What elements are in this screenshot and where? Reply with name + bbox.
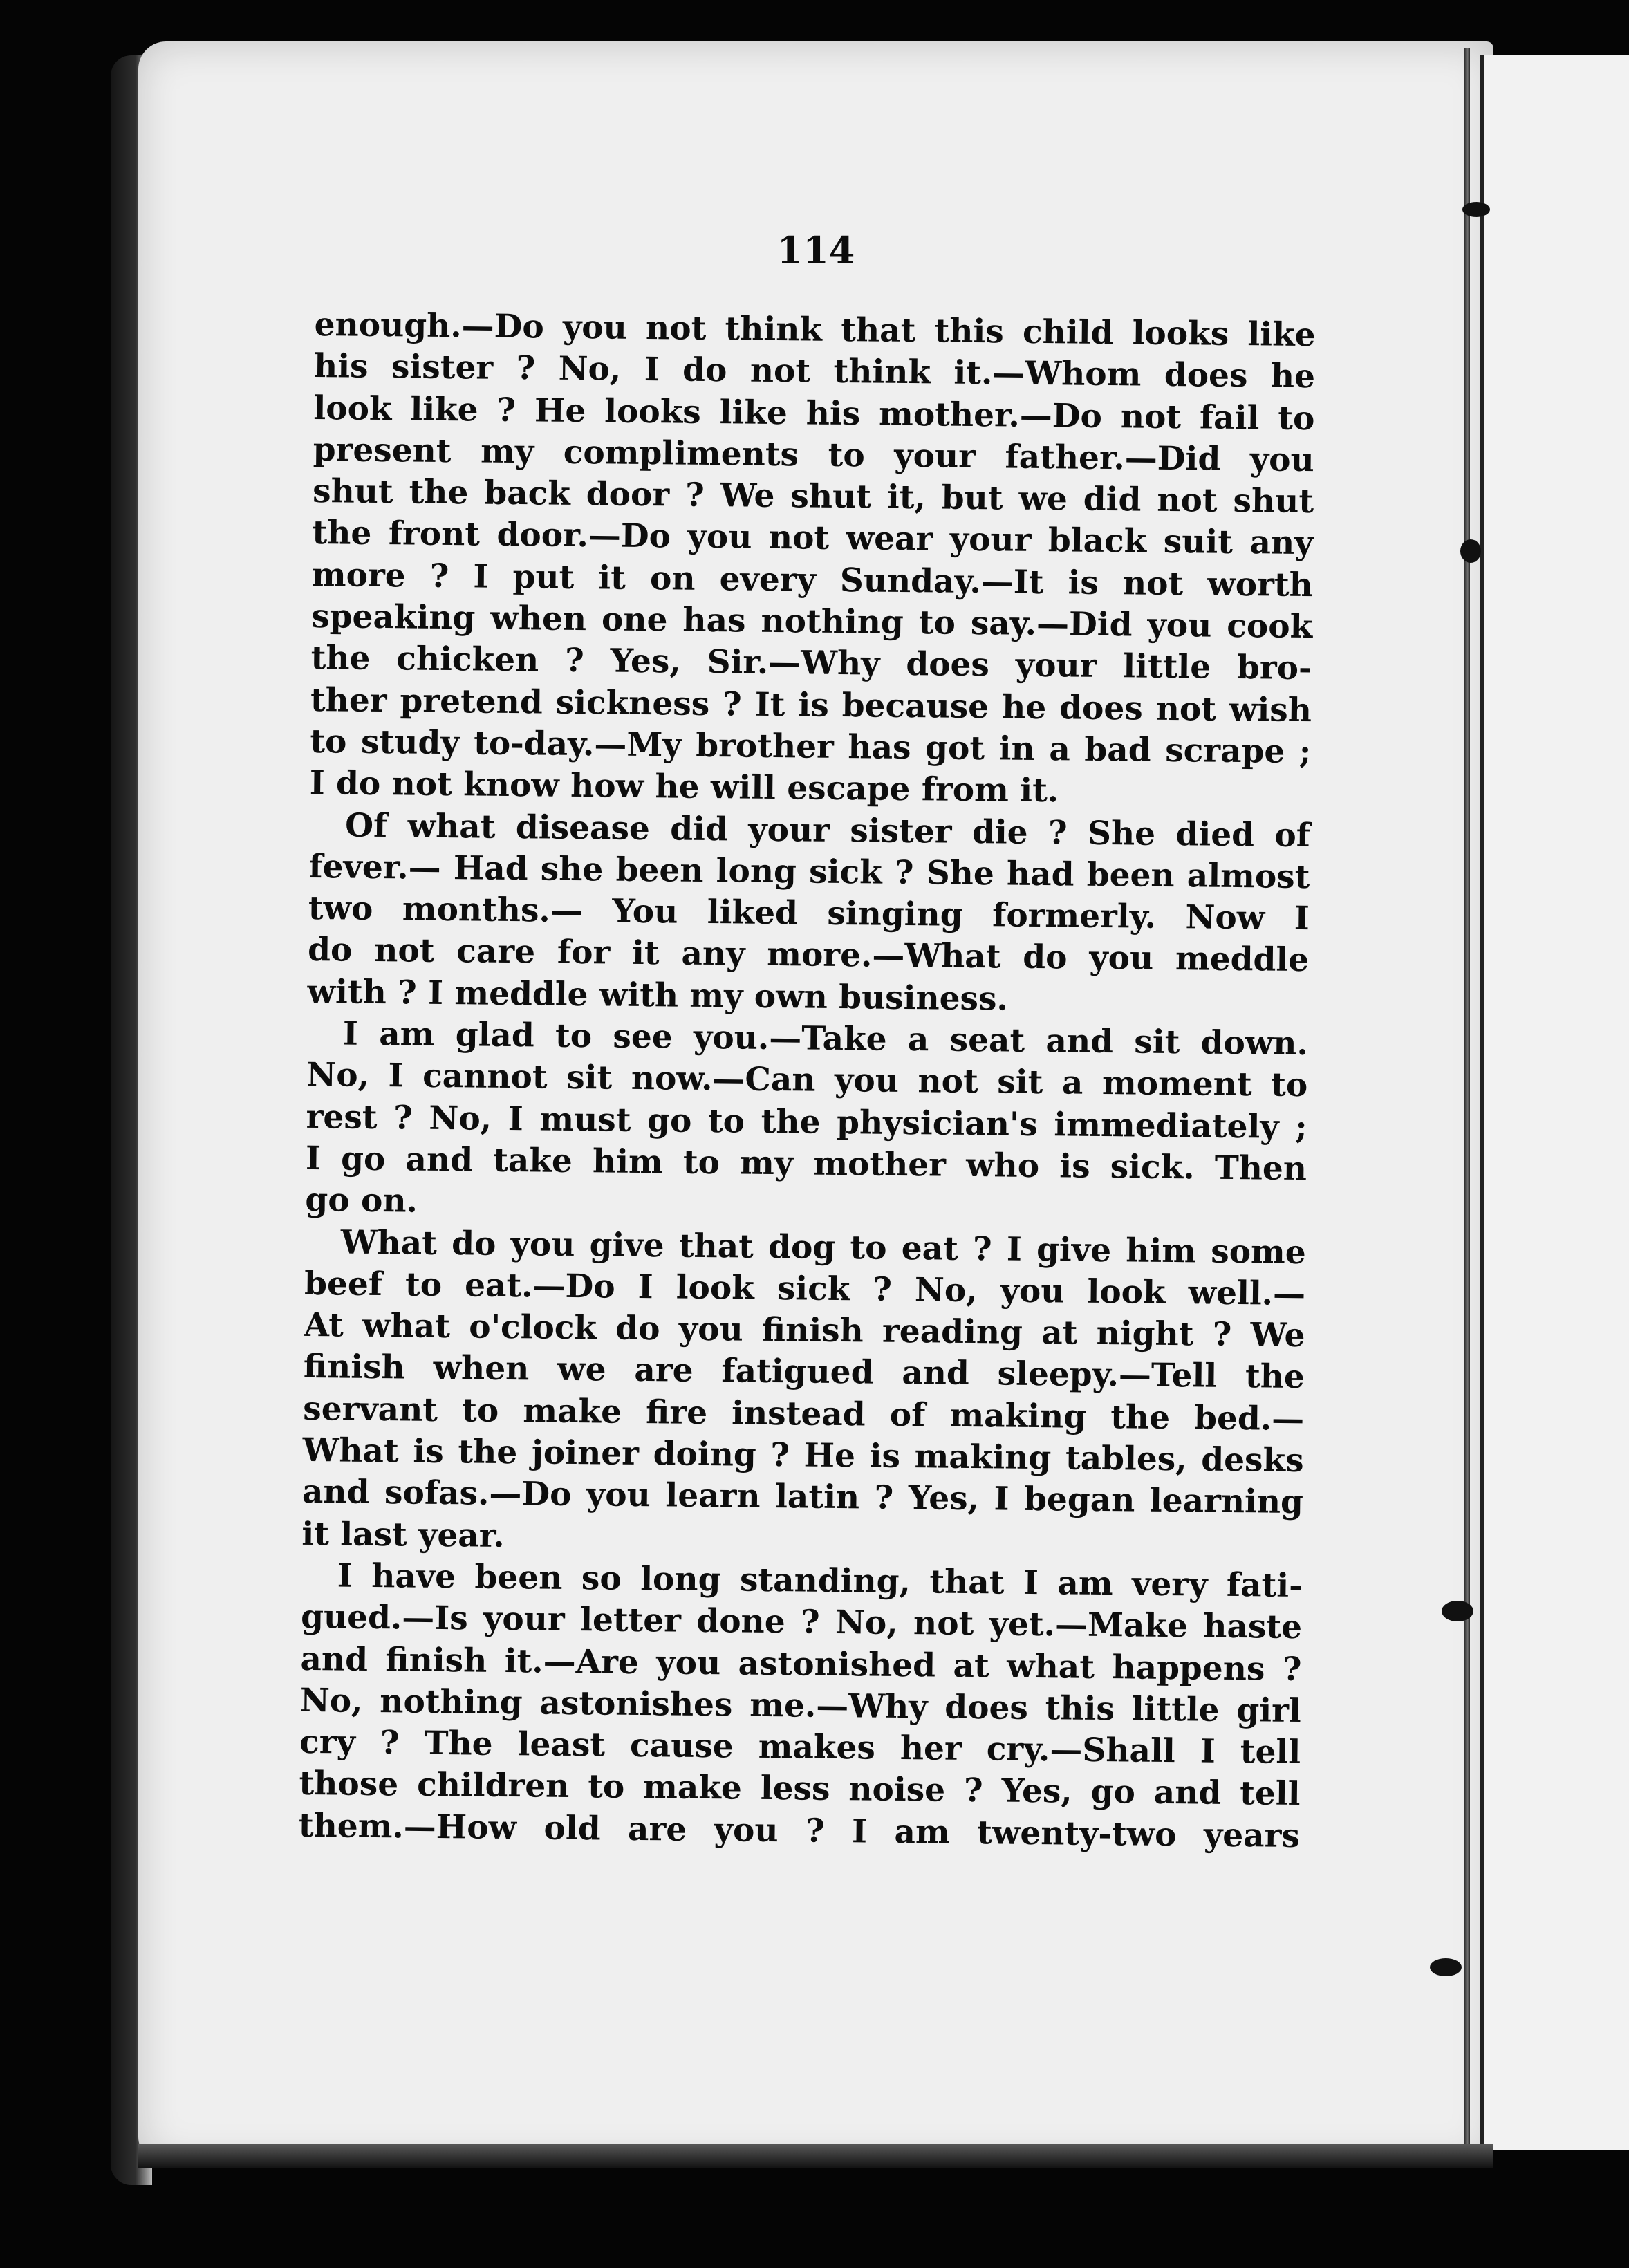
text-line: Of what disease did your sister die ? She died of	[344, 806, 1311, 855]
text-line: the front door.—Do you not wear your black suit any	[312, 514, 1314, 563]
text-line: gued.—Is your letter done ? No, not yet.—Make haste	[300, 1598, 1303, 1647]
text-line: No, I cannot sit now.—Can you not sit a moment to	[306, 1056, 1308, 1105]
text-line: At what o'clock do you finish reading at night ? We	[304, 1306, 1305, 1355]
text-line: I do not know how he will escape from it.	[309, 764, 1059, 810]
text-line: do not care for it any more.—What do you meddle	[307, 931, 1310, 980]
text-line: it last year.	[301, 1514, 505, 1555]
body-text	[299, 304, 1316, 1857]
adjacent-page-edge	[1480, 55, 1629, 2150]
text-line: I go and take him to my mother who is sick. Then	[305, 1139, 1307, 1189]
text-line: present my compliments to your father.—Did you	[313, 430, 1315, 480]
text-line: cry ? The least cause makes her cry.—Shall I tell	[299, 1722, 1301, 1772]
text-line: with ? I meddle with my own business.	[307, 972, 1009, 1019]
text-line: them.—How old are you ? I am twenty-two years	[298, 1806, 1301, 1855]
text-line: go on.	[305, 1181, 418, 1220]
text-line: look like ? He looks like his mother.—Do not fail to	[313, 389, 1315, 438]
text-line: beef to eat.—Do I look sick ? No, you look well.—	[304, 1264, 1306, 1313]
text-line: and finish it.—Are you astonished at what happens ?	[300, 1639, 1302, 1689]
text-line: speaking when one has nothing to say.—Did you cook	[310, 597, 1313, 647]
text-line: servant to make fire instead of making the bed.—	[302, 1389, 1305, 1438]
text-line: rest ? No, I must go to the physician's immediately ;	[306, 1097, 1307, 1146]
binding-thread-mark	[1462, 202, 1490, 217]
binding-thread-mark	[1460, 539, 1481, 563]
text-line: his sister ? No, I do not think it.—Whom does he	[313, 347, 1316, 396]
binding-thread-mark	[1442, 1601, 1473, 1621]
text-line: shut the back door ? We shut it, but we did not shut	[312, 472, 1314, 521]
binding-thread-mark	[1430, 1958, 1462, 1976]
text-line: to study to-day.—My brother has got in a bad scrape ;	[310, 722, 1312, 772]
text-line: two months.— You liked singing formerly. Now I	[308, 889, 1310, 938]
text-line: No, nothing astonishes me.—Why does this little girl	[299, 1681, 1302, 1730]
text-line: I am glad to see you.—Take a seat and sit down.	[342, 1014, 1309, 1063]
text-line: those children to make less noise ? Yes, go and tell	[299, 1765, 1301, 1814]
text-line: more ? I put it on every Sunday.—It is not worth	[311, 555, 1314, 604]
text-line: fever.— Had she been long sick ? She had been almost	[308, 847, 1310, 896]
page-bottom-shadow	[138, 2144, 1493, 2168]
text-line: enough.—Do you not think that this child looks like	[314, 305, 1316, 355]
text-line: finish when we are fatigued and sleepy.—Tell the	[303, 1348, 1305, 1397]
text-line: What do you give that dog to eat ? I give him some	[340, 1223, 1307, 1272]
text-line: ther pretend sickness ? It is because he does not wish	[310, 680, 1312, 729]
page-number: 114	[776, 228, 855, 272]
book-spine	[1464, 48, 1470, 2157]
text-line: What is the joiner doing ? He is making tables, desks	[302, 1431, 1304, 1480]
text-line: the chicken ? Yes, Sir.—Why does your little bro-	[310, 639, 1312, 688]
text-line: and sofas.—Do you learn latin ? Yes, I began learning	[301, 1473, 1304, 1522]
text-line: I have been so long standing, that I am very fati-	[337, 1556, 1303, 1605]
